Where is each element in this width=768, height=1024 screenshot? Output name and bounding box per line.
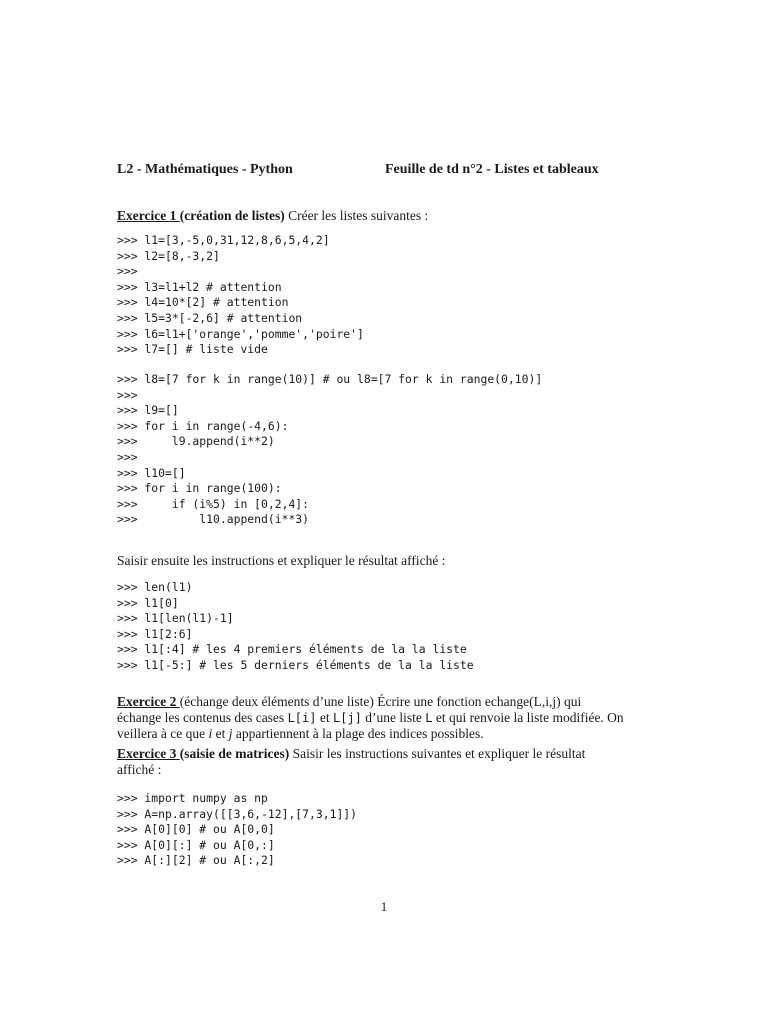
code-line: >>> xyxy=(117,449,138,464)
exercise-3-instruction: Saisir les instructions suivantes et expliquer le résultat affiché : xyxy=(117,746,586,777)
code-line: >>> l7=[] # liste vide xyxy=(117,342,268,357)
exercise-2-title: Exercice 2 xyxy=(117,694,180,709)
code-line: >>> len(l1) xyxy=(117,580,193,594)
exercise-3-title: Exercice 3 xyxy=(117,746,180,761)
code-line: >>> l3=l1+l2 # attention xyxy=(117,279,282,294)
header-sheet-title: Feuille de td n°2 - Listes et tableaux xyxy=(385,162,599,177)
exercise-3-code-matrices xyxy=(117,791,357,869)
code-line: >>> xyxy=(117,264,138,279)
code-line: >>> l5=3*[-2,6] # attention xyxy=(117,310,303,325)
exercise-1-instruction-2: Saisir ensuite les instructions et expliquer le résultat affiché : xyxy=(117,553,446,568)
code-line: >>> l6=l1+['orange','pomme','poire'] xyxy=(117,326,364,341)
exercise-2-text-5: et xyxy=(212,726,229,741)
code-line: >>> A[0][:] # ou A[0,:] xyxy=(117,837,275,852)
code-line: >>> l8=[7 for k in range(10)] # ou l8=[7 for k in range(0,10)] xyxy=(117,372,543,386)
exercise-1-title: Exercice 1 xyxy=(117,208,180,223)
code-line: >>> l10=[] xyxy=(117,465,186,480)
code-line: >>> l10.append(i**3) xyxy=(117,512,310,527)
code-line: >>> l9.append(i**2) xyxy=(117,434,275,449)
code-line: >>> if (i%5) in [0,2,4]: xyxy=(117,496,310,511)
code-line: >>> l4=10*[2] # attention xyxy=(117,295,289,310)
exercise-1-subtitle: (création de listes) xyxy=(179,208,285,223)
code-line: >>> import numpy as np xyxy=(117,791,268,805)
exercise-2-var-j: j xyxy=(228,726,233,741)
code-line: >>> A[:][2] # ou A[:,2] xyxy=(117,853,275,868)
code-line: >>> for i in range(-4,6): xyxy=(117,418,289,433)
header-course: L2 - Mathématiques - Python xyxy=(117,162,293,177)
code-line: >>> l1[len(l1)-1] xyxy=(117,611,234,626)
exercise-2-subtitle: (échange deux éléments d’une liste) xyxy=(179,694,374,709)
exercise-3-subtitle: (saisie de matrices) xyxy=(179,746,290,761)
code-line: >>> A=np.array([[3,6,-12],[7,3,1]]) xyxy=(117,806,358,821)
exercise-2-text-4: et qui renvoie la liste modifiée. On veillera à ce que xyxy=(117,709,624,741)
code-line: >>> l1[-5:] # les 5 derniers éléments de la la liste xyxy=(117,657,474,672)
exercise-2-code-lj: L[j] xyxy=(332,710,362,725)
code-line: >>> A[0][0] # ou A[0,0] xyxy=(117,822,275,837)
code-line: >>> l1[2:6] xyxy=(117,626,193,641)
exercise-2-paragraph xyxy=(117,694,627,742)
exercise-3-paragraph xyxy=(117,746,622,777)
exercise-2-var-i: i xyxy=(208,726,213,741)
code-line: >>> l1[:4] # les 4 premiers éléments de la la liste xyxy=(117,642,467,657)
exercise-1-instruction: Créer les listes suivantes : xyxy=(284,208,429,223)
exercise-1-code-indexing xyxy=(117,580,474,674)
code-line: >>> l1[0] xyxy=(117,595,179,610)
code-line: >>> l1=[3,-5,0,31,12,8,6,5,4,2] xyxy=(117,233,330,247)
exercise-2-text-3: d’une liste xyxy=(361,709,426,725)
exercise-1-heading xyxy=(117,208,617,224)
exercise-2-text-1: Écrire une fonction echange(L,i,j) qui échange les contenus des cases xyxy=(117,694,582,725)
code-line: >>> l9=[] xyxy=(117,403,179,418)
exercise-1-code-lists xyxy=(117,233,364,358)
page-number: 1 xyxy=(380,899,388,914)
exercise-2-text-2: et xyxy=(316,709,333,725)
exercise-2-code-li: L[i] xyxy=(287,710,317,725)
code-line: >>> l2=[8,-3,2] xyxy=(117,248,220,263)
exercise-2-text-6: appartiennent à la plage des indices possibles. xyxy=(232,726,484,741)
code-line: >>> xyxy=(117,387,138,402)
exercise-2-code-l: L xyxy=(425,710,433,725)
exercise-1-code-loops xyxy=(117,372,542,528)
code-line: >>> for i in range(100): xyxy=(117,481,282,496)
